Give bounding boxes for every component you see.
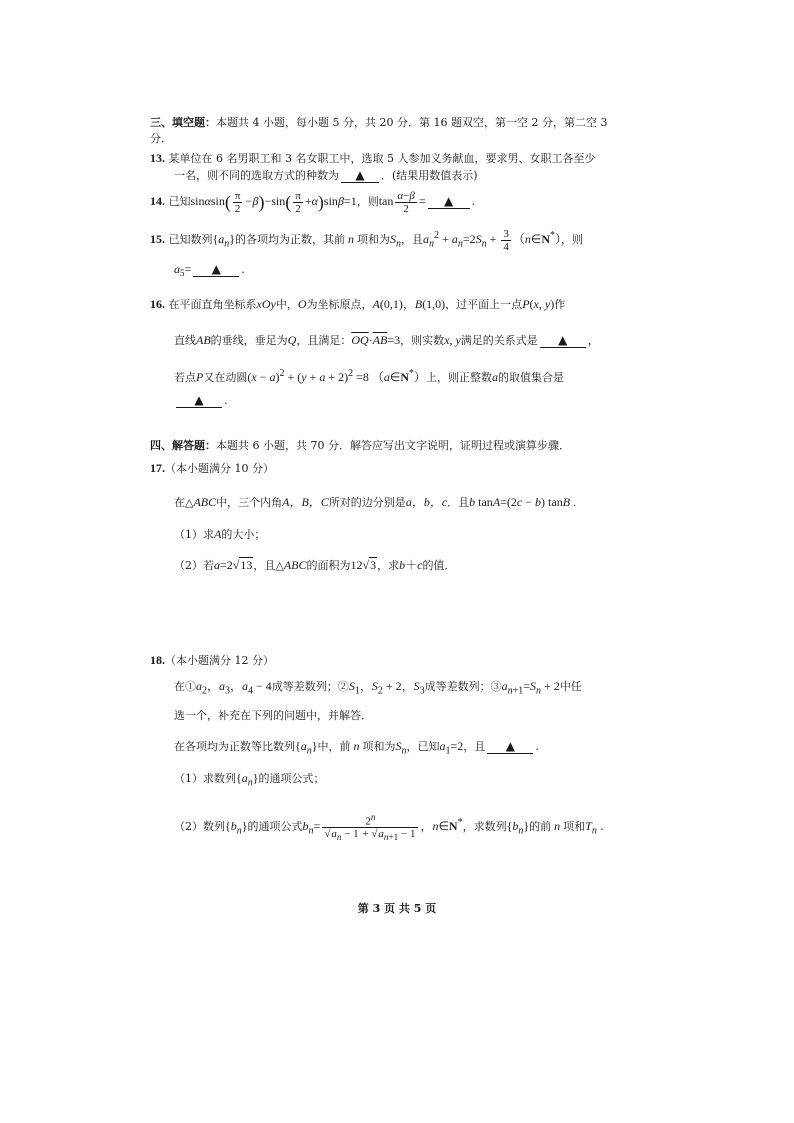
- math-expression: $S_1$，$S_2 + 2$，$S_3$: [348, 679, 425, 697]
- math-paren: (: [224, 192, 231, 212]
- question-15-line2: $a_5=$ ▲ .: [174, 262, 245, 279]
- math-expression: $a_1=2$: [439, 739, 464, 757]
- math-expression: n: [350, 739, 363, 753]
- math-expression: 12√3: [350, 558, 377, 572]
- question-17-text: ，求: [377, 559, 400, 572]
- question-18-text: 在各项均为正数等比数列: [174, 740, 295, 753]
- math-paren: (: [285, 192, 292, 212]
- math-expression: $\{a_n\}$: [236, 771, 259, 789]
- question-17-heading: [150, 460, 274, 477]
- question-18-heading: [150, 652, 274, 669]
- question-15-text4: ，且: [401, 233, 424, 246]
- math-expression: A: [214, 527, 222, 541]
- question-18-line3: 在各项均为正数等比数列$\{a_n\}$中，前 n 项和为$S_n$，已知$a_1=2$，且 ▲ .: [174, 739, 539, 757]
- question-17-text: ．且: [447, 496, 470, 509]
- math-expression: （n∈N*）: [512, 230, 562, 246]
- question-17-stem: [174, 494, 576, 511]
- math-fraction: $\frac{2^n}{√a_n - 1 + √a_{n+1} - 1}$: [322, 811, 418, 844]
- math-expression: P(x, y): [522, 297, 555, 311]
- question-number: 14.: [150, 194, 165, 208]
- math-expression: a，b，c: [405, 495, 448, 509]
- question-18-text: ，求数列: [462, 820, 507, 833]
- math-expression: $S_n$: [390, 232, 402, 250]
- question-15-text3: 项和为: [357, 233, 391, 246]
- question-number: 17.: [150, 461, 165, 475]
- triangle-marker: ▲: [505, 739, 515, 753]
- math-expression: AB: [196, 333, 211, 347]
- math-expression: $\overline{OQ}\cdot\overline{AB}=3$: [351, 333, 401, 347]
- math-fraction: $\frac{\alpha-\beta}{2}$: [397, 189, 415, 215]
- question-18-part1: [174, 770, 325, 791]
- question-16-text: 在平面直角坐标系: [168, 298, 257, 311]
- section3-header-bold: 三、填空题：: [150, 116, 216, 129]
- question-16-text: 的取值集合是: [498, 371, 565, 384]
- triangle-marker: ▲: [558, 333, 568, 347]
- question-16-text: 直线: [174, 334, 196, 347]
- question-17-text: 所对的边分别是: [328, 496, 406, 509]
- question-18-text: ，已知: [406, 740, 440, 753]
- question-16-text: 为坐标原点，: [306, 298, 373, 311]
- question-13-text: 某单位在 6 名男职工和 3 名女职工中，选取 5 人参加义务献血，要求男、女职工各至少: [168, 152, 596, 165]
- section3-header-cont: 分．: [150, 132, 172, 145]
- triangle-marker: ▲: [211, 262, 221, 276]
- answer-blank[interactable]: [193, 263, 239, 277]
- question-18-text: 中任: [559, 680, 582, 693]
- section4-header-bold: 四、解答题：: [150, 439, 216, 452]
- question-score: （本小题满分 10 分）: [165, 462, 274, 475]
- question-number: 13.: [150, 151, 165, 165]
- question-17-part1: [174, 526, 265, 543]
- math-expression: A，B，C: [282, 495, 329, 509]
- question-16-line1: [150, 296, 565, 313]
- math-expression: $a_2$，$a_3$，$a_4 - 4$: [196, 679, 272, 697]
- question-17-text: ，且△: [253, 559, 284, 572]
- question-16-text: 作: [554, 298, 566, 311]
- math-expression: a: [174, 262, 180, 276]
- question-17-text: （1）求: [174, 528, 214, 541]
- math-expression: $\{a_n\}$: [295, 739, 318, 757]
- question-16-line4: ▲ .: [174, 393, 228, 409]
- answer-blank[interactable]: [540, 334, 586, 348]
- math-expression: =: [418, 194, 426, 208]
- question-18-text: 的通项公式: [247, 820, 303, 833]
- math-expression: xOy: [256, 297, 276, 311]
- math-paren: ): [317, 192, 324, 212]
- math-expression: A(0,1)，B(1,0): [372, 297, 446, 311]
- question-13-text3: ．(结果用数值表示): [381, 169, 478, 182]
- math-expression: sinβ=1: [323, 194, 357, 208]
- math-expression: −β: [244, 194, 259, 208]
- math-expression: tan: [378, 194, 394, 208]
- question-18-text: 在①: [174, 680, 196, 693]
- question-15-text2: 的各项均为正数，其前: [235, 233, 346, 246]
- question-16-text: ，且满足：: [296, 334, 352, 347]
- answer-blank[interactable]: [176, 394, 222, 408]
- math-fraction: $\frac{\pi}{2}$: [295, 189, 301, 215]
- math-fraction: $\frac{3}{4}$: [503, 227, 509, 253]
- question-18-text: 的通项公式；: [258, 772, 325, 785]
- math-expression: $a_{n+1}=S_n + 2$: [501, 679, 560, 697]
- answer-blank[interactable]: [428, 195, 470, 209]
- math-expression: $a_n^2 + a_n=2S_n$ +: [423, 230, 500, 250]
- question-15-text5: ，则: [561, 233, 584, 246]
- math-expression: a: [492, 370, 499, 384]
- math-expression: sinαsin: [190, 194, 225, 208]
- question-17-text: 在△: [174, 496, 194, 509]
- question-16-text: ，过平面上一点: [445, 298, 523, 311]
- math-expression: $(x - a)^2 + (y + a + 2)^2 =8$ （a∈N*）: [247, 368, 427, 384]
- question-number: 18.: [150, 653, 165, 667]
- question-16-text: 的垂线，垂足为: [210, 334, 288, 347]
- math-expression: $\{a_n\}$: [212, 232, 236, 250]
- question-score: （本小题满分 12 分）: [165, 654, 274, 667]
- question-13-line1: [150, 150, 595, 167]
- section4-header-text: 本题共 6 小题，共 70 分．解答应写出文字说明，证明过程或演算步骤．: [216, 439, 570, 452]
- question-18-text: 成等差数列；③: [424, 680, 502, 693]
- question-18-text: 的前: [529, 820, 552, 833]
- question-18-text: （2）数列: [174, 820, 225, 833]
- question-16-text: ，则实数: [400, 334, 445, 347]
- question-number: 15.: [150, 232, 165, 246]
- answer-blank[interactable]: [487, 740, 533, 754]
- question-16-text: 又在动圆: [203, 371, 248, 384]
- answer-blank[interactable]: [341, 169, 379, 183]
- section3-header-text: 本题共 4 小题，每小题 5 分，共 20 分．第 16 题双空，第一空 2 分，第二空 3: [216, 116, 608, 129]
- math-expression: n: [551, 819, 564, 833]
- question-18-text: 项和: [563, 820, 586, 833]
- math-expression: −sin: [264, 194, 286, 208]
- math-expression: P: [196, 370, 204, 384]
- question-13-text2: 一名，则不同的选取方式的种数为: [174, 169, 339, 182]
- math-expression: a=2√13: [214, 558, 253, 572]
- section4-header: [150, 438, 570, 454]
- math-expression: $\{b_n\}$: [225, 819, 248, 837]
- question-17-text: 的面积为: [306, 559, 351, 572]
- math-expression: ，n∈N*: [420, 817, 463, 833]
- question-14-lead: 已知: [168, 195, 191, 208]
- question-18-line1: [174, 678, 582, 699]
- question-18-text: 项和为: [362, 740, 396, 753]
- question-15-line1: [150, 225, 583, 255]
- math-expression: b＋c: [399, 558, 423, 572]
- triangle-marker: ▲: [355, 168, 365, 182]
- math-expression: ABC: [283, 558, 307, 572]
- question-16-line2: 直线AB的垂线，垂足为Q，且满足：$\overline{OQ}\cdot\overline{AB}=3$，则实数x, y满足的关系式是 ▲ ，: [174, 333, 599, 347]
- math-expression: ABC: [193, 495, 217, 509]
- question-16-text: 中，: [275, 298, 298, 311]
- question-13-line2: [174, 168, 478, 184]
- question-18-text: （1）求数列: [174, 772, 236, 785]
- section3-header: [150, 115, 607, 131]
- question-14: 14. 已知sinαsin( $\frac{\pi}{2}$ −β)−sin( $\frac{\pi}{2}$ +α)sinβ=1，则tan $\frac{\alpha-\beta}{2}$ = ▲ .: [150, 189, 476, 215]
- question-17-text: 的值．: [422, 559, 456, 572]
- triangle-marker: ▲: [194, 393, 204, 407]
- question-number: 16.: [150, 297, 165, 311]
- math-fraction: $\frac{\pi}{2}$: [234, 189, 241, 215]
- question-14-mid: ，则: [356, 195, 379, 208]
- question-16-text: 满足的关系式是: [460, 334, 538, 347]
- math-expression: $b_n=$: [302, 819, 321, 837]
- math-expression: +α: [304, 194, 318, 208]
- question-16-text: 上，则正整数: [426, 371, 493, 384]
- math-expression: Q: [287, 333, 297, 347]
- question-18-text: 中，前: [317, 740, 351, 753]
- question-17-part2: [174, 557, 455, 574]
- question-18-line2: 选一个，补充在下列的问题中，并解答．: [174, 709, 372, 722]
- math-expression: x, y: [444, 333, 461, 347]
- page-footer: 第 3 页 共 5 页: [357, 902, 437, 915]
- math-expression: $\{b_n\}$: [506, 819, 530, 837]
- question-18-part2: （2）数列$\{b_n\}$的通项公式$b_n=$ $\frac{2^n}{√a_n - 1 + √a_{n+1} - 1}$ ，n∈N*，求数列$\{b_n\}$的前 n 项和$T_n$ .: [174, 811, 604, 843]
- question-17-text: 的大小；: [221, 528, 266, 541]
- math-expression: O: [297, 297, 307, 311]
- question-18-text: 成等差数列；②: [271, 680, 349, 693]
- math-expression: $T_n$: [585, 819, 597, 837]
- triangle-marker: ▲: [444, 194, 454, 208]
- question-16-text: 若点: [174, 371, 196, 384]
- math-paren: ): [258, 192, 265, 212]
- question-17-text: 中，三个内角: [216, 496, 283, 509]
- question-17-text: （2）若: [174, 559, 214, 572]
- math-expression: $S_n$: [395, 739, 407, 757]
- math-expression: b tanA=(2c − b) tanB .: [469, 495, 577, 509]
- math-expression: n: [345, 232, 358, 246]
- question-18-text: ，且: [463, 740, 486, 753]
- question-16-line3: [174, 366, 564, 386]
- question-15-text1: 已知数列: [168, 233, 213, 246]
